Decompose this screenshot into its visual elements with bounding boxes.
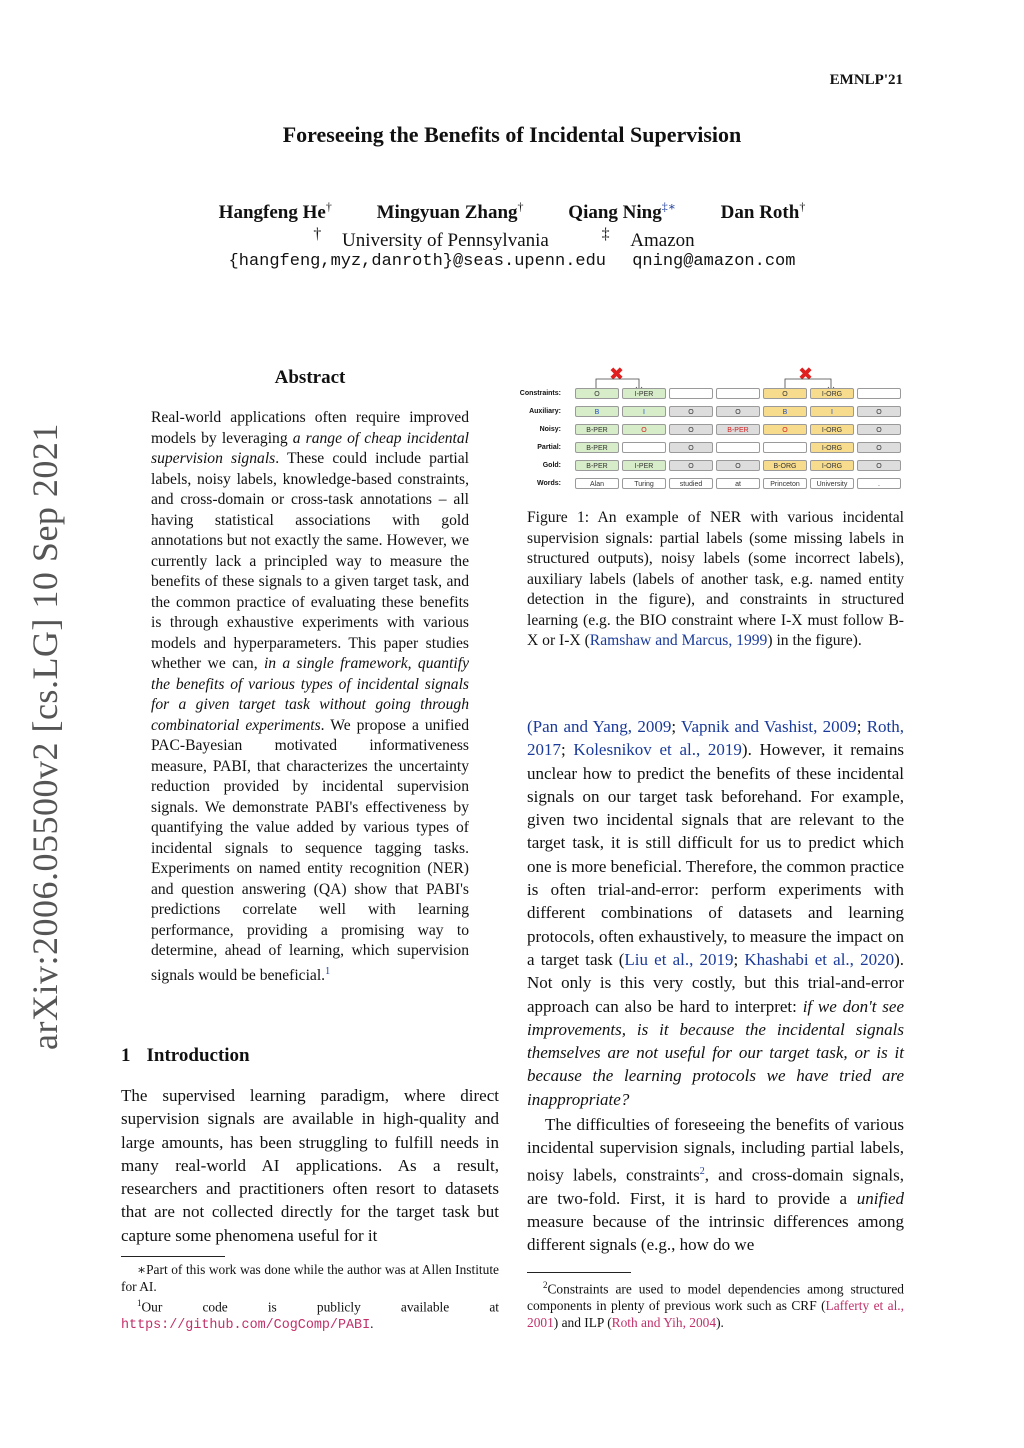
abstract-heading: Abstract <box>274 367 346 388</box>
footnote-rule <box>527 1272 631 1273</box>
venue-label: EMNLP'21 <box>829 72 903 88</box>
footnote-star: ∗Part of this work was done while the author was at Allen Institute for AI. <box>121 1262 499 1294</box>
row-label: Auxiliary: <box>529 408 561 415</box>
email: {hangfeng,myz,danroth}@seas.upenn.edu <box>228 252 607 271</box>
paragraph: (Pan and Yang, 2009; Vapnik and Vashist, 2009; Roth, 2017; Kolesnikov et al., 2019). However, it remains unclear how to predict the benefits of these incidental signals on our target task beforehand. For example, given two incidental signals that are relevant to the target task, it is still difficult for us to predict which one is more beneficial. Therefore, the common practice is often trial-and-error: perform experiments with different combinations of datasets and learning protocols, often exhaustively, to measure the impact on a target task (Liu et al., 2019; Khashabi et al., 2020). Not only is this very costly, but this trial-and-error approach can also be hard to interpret: if we don't see improvements, is it because the incidental signals themselves are not useful for our target task, or is it because the learning protocols we have tried are inappropriate? <box>527 717 905 1109</box>
author-name: Hangfeng He† <box>218 200 332 224</box>
author-name: Dan Roth† <box>720 200 806 224</box>
row-label: Partial: <box>537 444 561 451</box>
code-link[interactable]: https://github.com/CogComp/PABI <box>121 1318 371 1334</box>
footnote-right: $^2$Constraints are used to model dependencies among structured components in plenty of previous work such as CRF (Lafferty et al., 2001) and ILP (Roth and Yih, 2004). <box>527 1280 905 1331</box>
author-list <box>0 200 1024 224</box>
violation-x-icon: ✖ <box>798 364 814 384</box>
affiliation: ‡ Amazon <box>601 226 695 252</box>
arxiv-stamp: arXiv:2006.05500v2 [cs.LG] 10 Sep 2021 <box>25 423 65 1050</box>
violation-x-icon: ✖ <box>609 364 625 384</box>
right-column-text <box>527 715 904 1256</box>
affiliation: † University of Pennsylvania <box>313 226 549 252</box>
figure-ner-example <box>516 362 908 494</box>
citation-link[interactable]: Ramshaw and Marcus, 1999 <box>589 632 768 649</box>
footnote-ref: 1 <box>325 965 331 977</box>
footnote-left <box>121 1261 499 1334</box>
section-heading: 1 Introduction <box>121 1045 250 1066</box>
auxiliary-row: Auxiliary: B I O O B I O <box>516 405 908 419</box>
row-label: Noisy: <box>539 426 561 433</box>
constraints-row: Constraints: O I-PER O I-ORG <box>516 387 908 401</box>
paragraph: The difficulties of foreseeing the benefits of various incidental supervision signals, including partial labels, noisy labels, constraints$^2$, and cross-domain signals, are two-fold. First, it is hard to provide a unified measure because of the intrinsic differences among different signals (e.g., how do we <box>527 1115 905 1255</box>
gold-row: Gold: B-PER I-PER O O B-ORG I-ORG O <box>516 459 908 473</box>
words-row: Words: Alan Turing studied at Princeton University . <box>516 477 908 491</box>
abstract-body: Real-world applications often require improved models by leveraging a range of cheap incidental supervision signals. These could include partial labels, noisy labels, knowledge-based constraints, and cross-domain or cross-task annotations – all having statistical associations with gold annotations but not exactly the same. However, we currently lack a principled way to measure the benefits of these signals to a given target task, and the common practice of evaluating these benefits is through exhaustive experiments with various models and hyperparameters. This paper studies whether we can, in a single framework, quantify the benefits of various types of incidental signals for a given target task without going through combinatorial experiments. We propose a unified PAC-Bayesian motivated informativeness measure, PABI, that characterizes the uncertainty reduction provided by incidental supervision signals. We demonstrate PABI's effectiveness by quantifying the value added by various types of incidental signals to sequence tagging tasks. Experiments on named entity recognition (NER) and question answering (QA) show that PABI's predictions correlate well with learning performance, providing a promising way to determine, ahead of learning, which supervision signals would be beneficial.$^1$ <box>151 409 470 984</box>
paper-title: Foreseeing the Benefits of Incidental Supervision <box>282 122 742 147</box>
email: qning@amazon.com <box>632 252 796 271</box>
row-label: Constraints: <box>519 390 561 397</box>
author-name: Qiang Ning‡∗ <box>568 200 676 224</box>
figure-caption: Figure 1: An example of NER with various incidental supervision signals: partial labels (some missing labels in structured outputs), noisy labels (some incorrect labels), auxiliary labels (labels of another task, e.g. named entity detection in the figure), and constraints in structured learning (e.g. the BIO constraint where I-X must follow B-X or I-X (Ramshaw and Marcus, 1999) in the figure). <box>527 509 904 649</box>
footnote-one: $^1$Our code is publicly available at https://github.com/CogComp/PABI. <box>121 1298 499 1334</box>
partial-row: Partial: B-PER O I-ORG O <box>516 441 908 455</box>
footnote-rule <box>121 1256 225 1257</box>
row-label: Words: <box>537 480 561 487</box>
row-label: Gold: <box>542 462 561 469</box>
author-emails <box>0 252 1024 271</box>
intro-paragraph: The supervised learning paradigm, where direct supervision signals are available in high-quality and large amounts, has been struggling to fulfill needs in many real-world AI applications. As a result, researchers and practitioners often resort to datasets that are not collected directly for the target task but capture some phenomena useful for it <box>121 1086 499 1245</box>
author-name: Mingyuan Zhang† <box>376 200 524 224</box>
affiliations <box>0 226 1024 252</box>
noisy-row: Noisy: B-PER O O B-PER O I-ORG O <box>516 423 908 437</box>
